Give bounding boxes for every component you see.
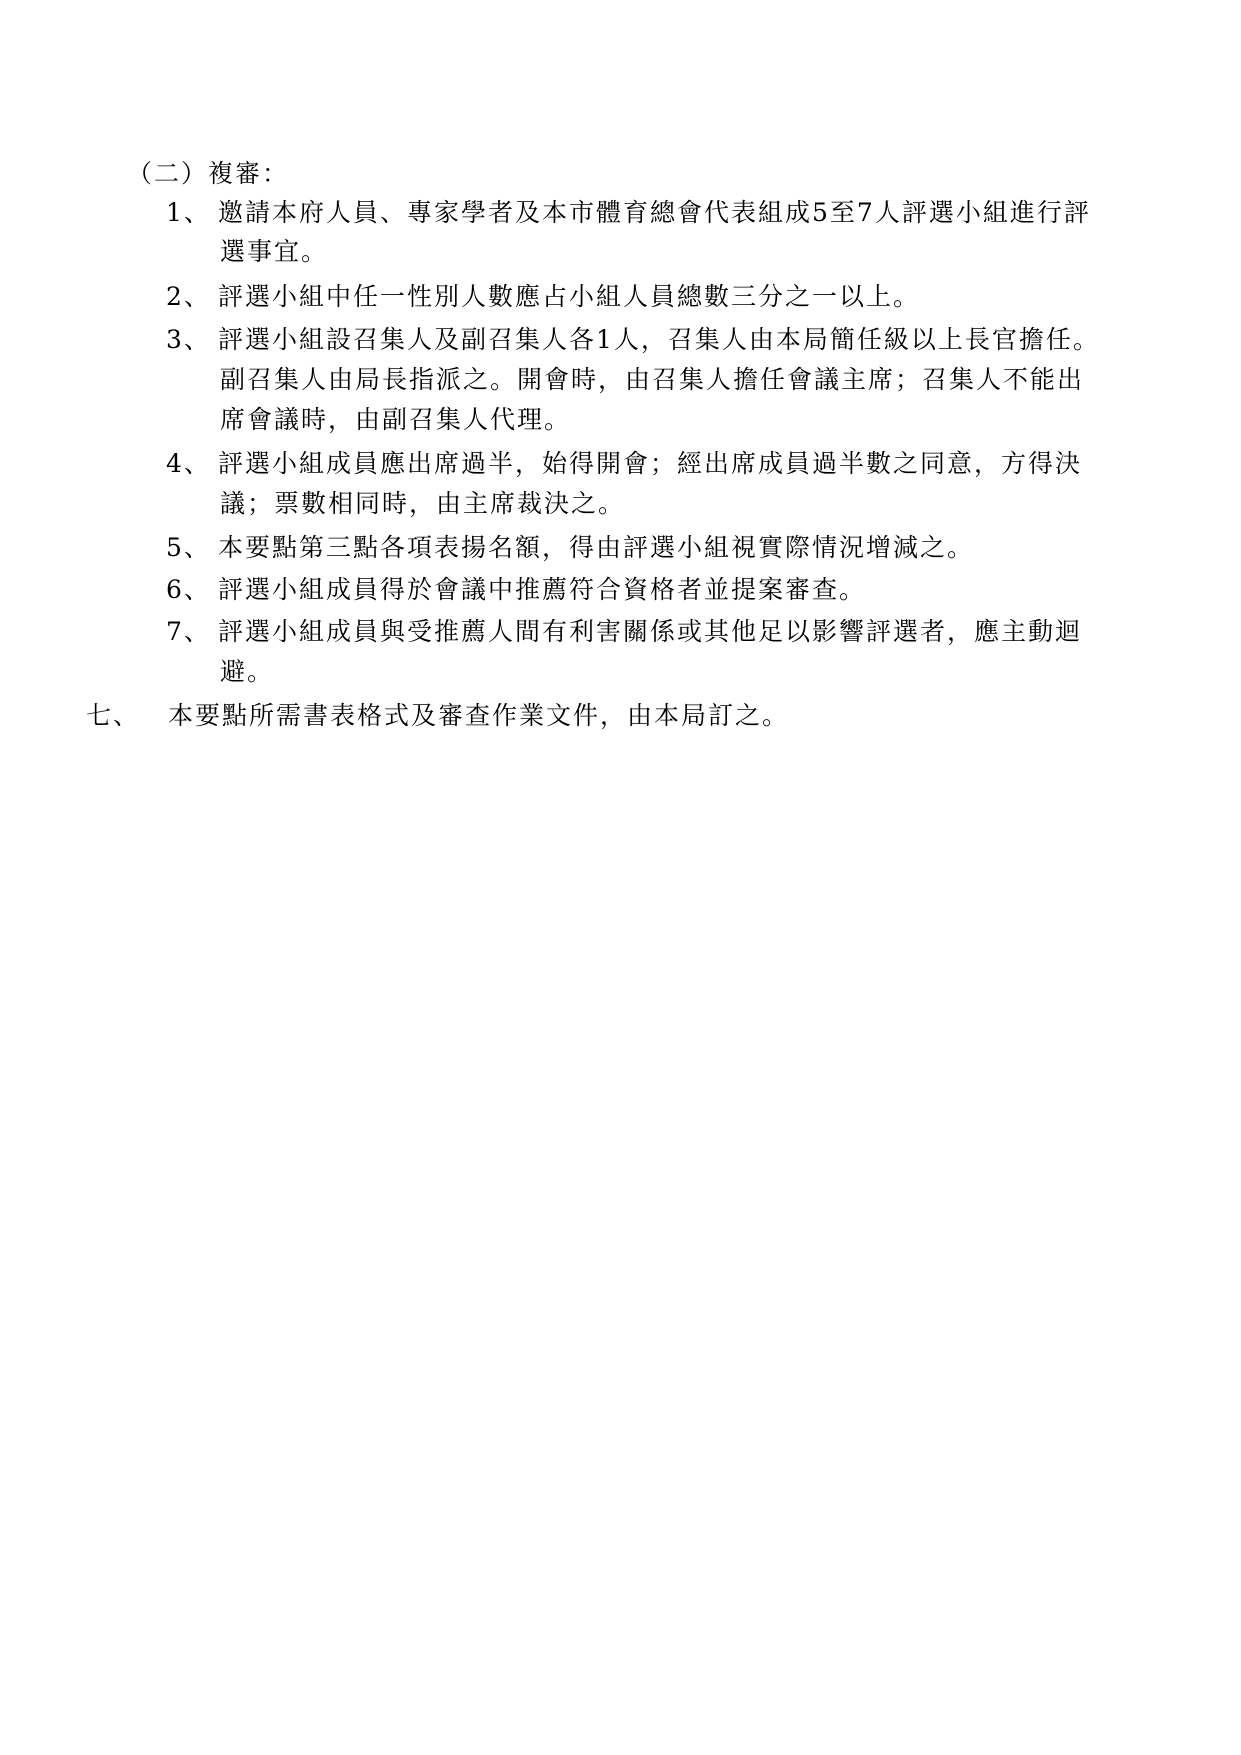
item-number: 6、: [166, 575, 211, 604]
item-continuation: 議；票數相同時，由主席裁決之。: [220, 489, 626, 518]
clause-number: 七、: [86, 701, 141, 730]
item-text: 評選小組設召集人及副召集人各1人，召集人由本局簡任級以上長官擔任。: [218, 325, 1100, 354]
item-number: 7、: [166, 617, 211, 646]
list-item-4: [166, 444, 1166, 484]
item-number: 1、: [166, 198, 211, 227]
item-continuation: 席會議時，由副召集人代理。: [220, 405, 572, 434]
item-text: 評選小組成員與受推薦人間有利害關係或其他足以影響評選者，應主動迴: [218, 617, 1083, 646]
list-item-7: [166, 612, 1166, 652]
item-text: 評選小組成員應出席過半，始得開會；經出席成員過半數之同意，方得決: [218, 449, 1083, 478]
item-number: 2、: [166, 282, 211, 311]
list-item-6: [166, 570, 1166, 610]
list-item-1: [166, 193, 1166, 233]
clause-text: 本要點所需書表格式及審查作業文件，由本局訂之。: [168, 701, 790, 730]
section-heading: （二）複審：: [127, 159, 290, 188]
clause-seven: [86, 696, 789, 736]
item-continuation: 避。: [220, 657, 275, 686]
list-item-5: [166, 528, 1166, 568]
item-text: 評選小組成員得於會議中推薦符合資格者並提案審查。: [218, 575, 867, 604]
item-number: 5、: [166, 533, 211, 562]
item-continuation: 副召集人由局長指派之。開會時，由召集人擔任會議主席；召集人不能出: [220, 365, 1085, 394]
item-continuation: 選事宜。: [220, 237, 329, 266]
list-item-2: [166, 277, 1166, 317]
item-text: 評選小組中任一性別人數應占小組人員總數三分之一以上。: [218, 282, 921, 311]
item-text: 邀請本府人員、專家學者及本市體育總會代表組成5至7人評選小組進行評: [218, 198, 1091, 227]
item-number: 3、: [166, 325, 211, 354]
item-number: 4、: [166, 449, 211, 478]
item-text: 本要點第三點各項表揚名額，得由評選小組視實際情況增減之。: [218, 533, 975, 562]
list-item-3: [166, 320, 1166, 360]
